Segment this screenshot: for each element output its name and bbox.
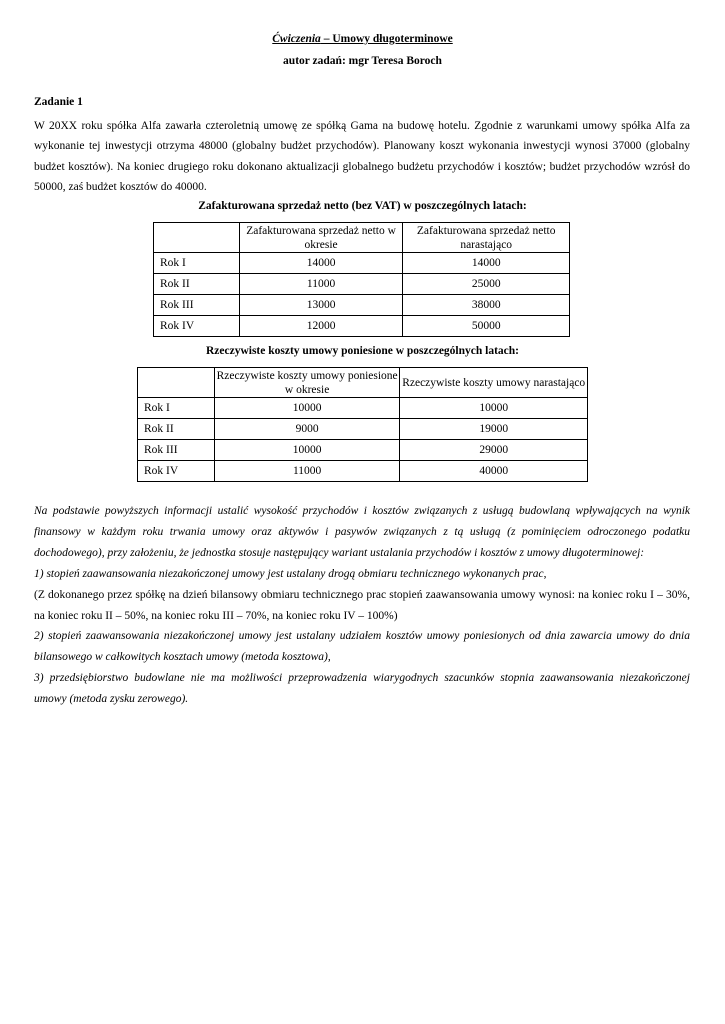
table-row: [138, 398, 588, 419]
task-heading: Zadanie 1: [34, 96, 83, 108]
table-cell: 38000: [403, 295, 570, 316]
table-cell: 12000: [239, 316, 403, 337]
table-cell: 9000: [214, 419, 400, 440]
table-row: [138, 461, 588, 482]
table-cell: 13000: [239, 295, 403, 316]
instructions-paragraph: Na podstawie powyższych informacji ustalić wysokość przychodów i kosztów związanych z usługą budowlaną wpływających na wynik finansowy w każdym roku trwania umowy oraz aktywów i pasywów związanych z tą usługą (z pominięciem odroczonego podatku dochodowego), przy założeniu, że jednostka stosuje następujący wariant ustalania przychodów i kosztów z umowy długoterminowej:: [34, 505, 690, 559]
table-header-cell: [154, 223, 240, 253]
table-cell: Rok IV: [154, 316, 240, 337]
task-intro: W 20XX roku spółka Alfa zawarła czteroletnią umowę ze spółką Gama na budowę hotelu. Zgodnie z warunkami umowy spółka Alfa za wykonanie tej inwestycji otrzyma 48000 (globalny budżet przychodów). Planowany koszt wykonania inwestycji wynosi 37000 (globalny budżet kosztów). Na koniec drugiego roku dokonano aktualizacji globalnego budżetu przychodów i kosztów; budżet przychodów wzrósł do 50000, zaś budżet kosztów do 40000.: [34, 120, 690, 194]
table-cell: 11000: [239, 274, 403, 295]
table-cell: 40000: [400, 461, 588, 482]
table-cell: Rok II: [154, 274, 240, 295]
variant-1-note: (Z dokonanego przez spółkę na dzień bilansowy obmiaru technicznego prac stopień zaawansowania umowy wynosi: na koniec roku I – 30%, na koniec roku II – 50%, na koniec roku III – 70%, na koniec roku IV – 100%): [34, 588, 690, 622]
table-row: [154, 253, 570, 274]
table-cell: 29000: [400, 440, 588, 461]
variant-1: [34, 564, 690, 585]
table-cell: Rok III: [154, 295, 240, 316]
table-header-row: [138, 368, 588, 398]
table-header-cell: Rzeczywiste koszty umowy poniesione w okresie: [214, 368, 400, 398]
table-cell: Rok IV: [138, 461, 215, 482]
title-italic: Ćwiczenia: [272, 33, 321, 45]
page-title: [0, 33, 725, 45]
instructions-block: [34, 501, 690, 710]
table-cell: Rok I: [154, 253, 240, 274]
table-cell: 10000: [214, 440, 400, 461]
table-header-row: [154, 223, 570, 253]
table-row: [154, 316, 570, 337]
table-cell: 50000: [403, 316, 570, 337]
table-header-cell: Zafakturowana sprzedaż netto w okresie: [239, 223, 403, 253]
author-line: autor zadań: mgr Teresa Boroch: [283, 55, 442, 67]
table-cell: 14000: [239, 253, 403, 274]
variant-1-suffix: ,: [543, 567, 547, 580]
table-cell: 11000: [214, 461, 400, 482]
sales-table-caption: Zafakturowana sprzedaż netto (bez VAT) w poszczególnych latach:: [198, 200, 527, 212]
table-header-cell: Rzeczywiste koszty umowy narastająco: [400, 368, 588, 398]
variant-2: 2) stopień zaawansowania niezakończonej umowy jest ustalany udziałem kosztów umowy poniesionych od dnia zawarcia umowy do dnia bilansowego w całkowitych kosztach umowy (metoda kosztowa),: [34, 630, 690, 664]
table-cell: 10000: [214, 398, 400, 419]
sales-table: [153, 222, 570, 337]
costs-table-caption: Rzeczywiste koszty umowy poniesione w poszczególnych latach:: [205, 345, 519, 357]
variant-1-text: 1) stopień zaawansowania niezakończonej umowy jest ustalany drogą obmiaru technicznego wykonanych prac: [34, 567, 544, 580]
table-row: [154, 295, 570, 316]
table-cell: 10000: [400, 398, 588, 419]
table-row: [138, 440, 588, 461]
table-cell: Rok II: [138, 419, 215, 440]
table-header-cell: [138, 368, 215, 398]
table-header-cell: Zafakturowana sprzedaż netto narastająco: [403, 223, 570, 253]
variant-3: 3) przedsiębiorstwo budowlane nie ma możliwości przeprowadzenia wiarygodnych szacunków stopnia zaawansowania niezakończonej umowy (metoda zysku zerowego).: [34, 672, 690, 706]
table-cell: 25000: [403, 274, 570, 295]
table-cell: 14000: [403, 253, 570, 274]
table-row: [138, 419, 588, 440]
title-rest: – Umowy długoterminowe: [320, 33, 453, 45]
table-row: [154, 274, 570, 295]
costs-table: [137, 367, 588, 482]
table-cell: Rok I: [138, 398, 215, 419]
table-cell: Rok III: [138, 440, 215, 461]
table-cell: 19000: [400, 419, 588, 440]
